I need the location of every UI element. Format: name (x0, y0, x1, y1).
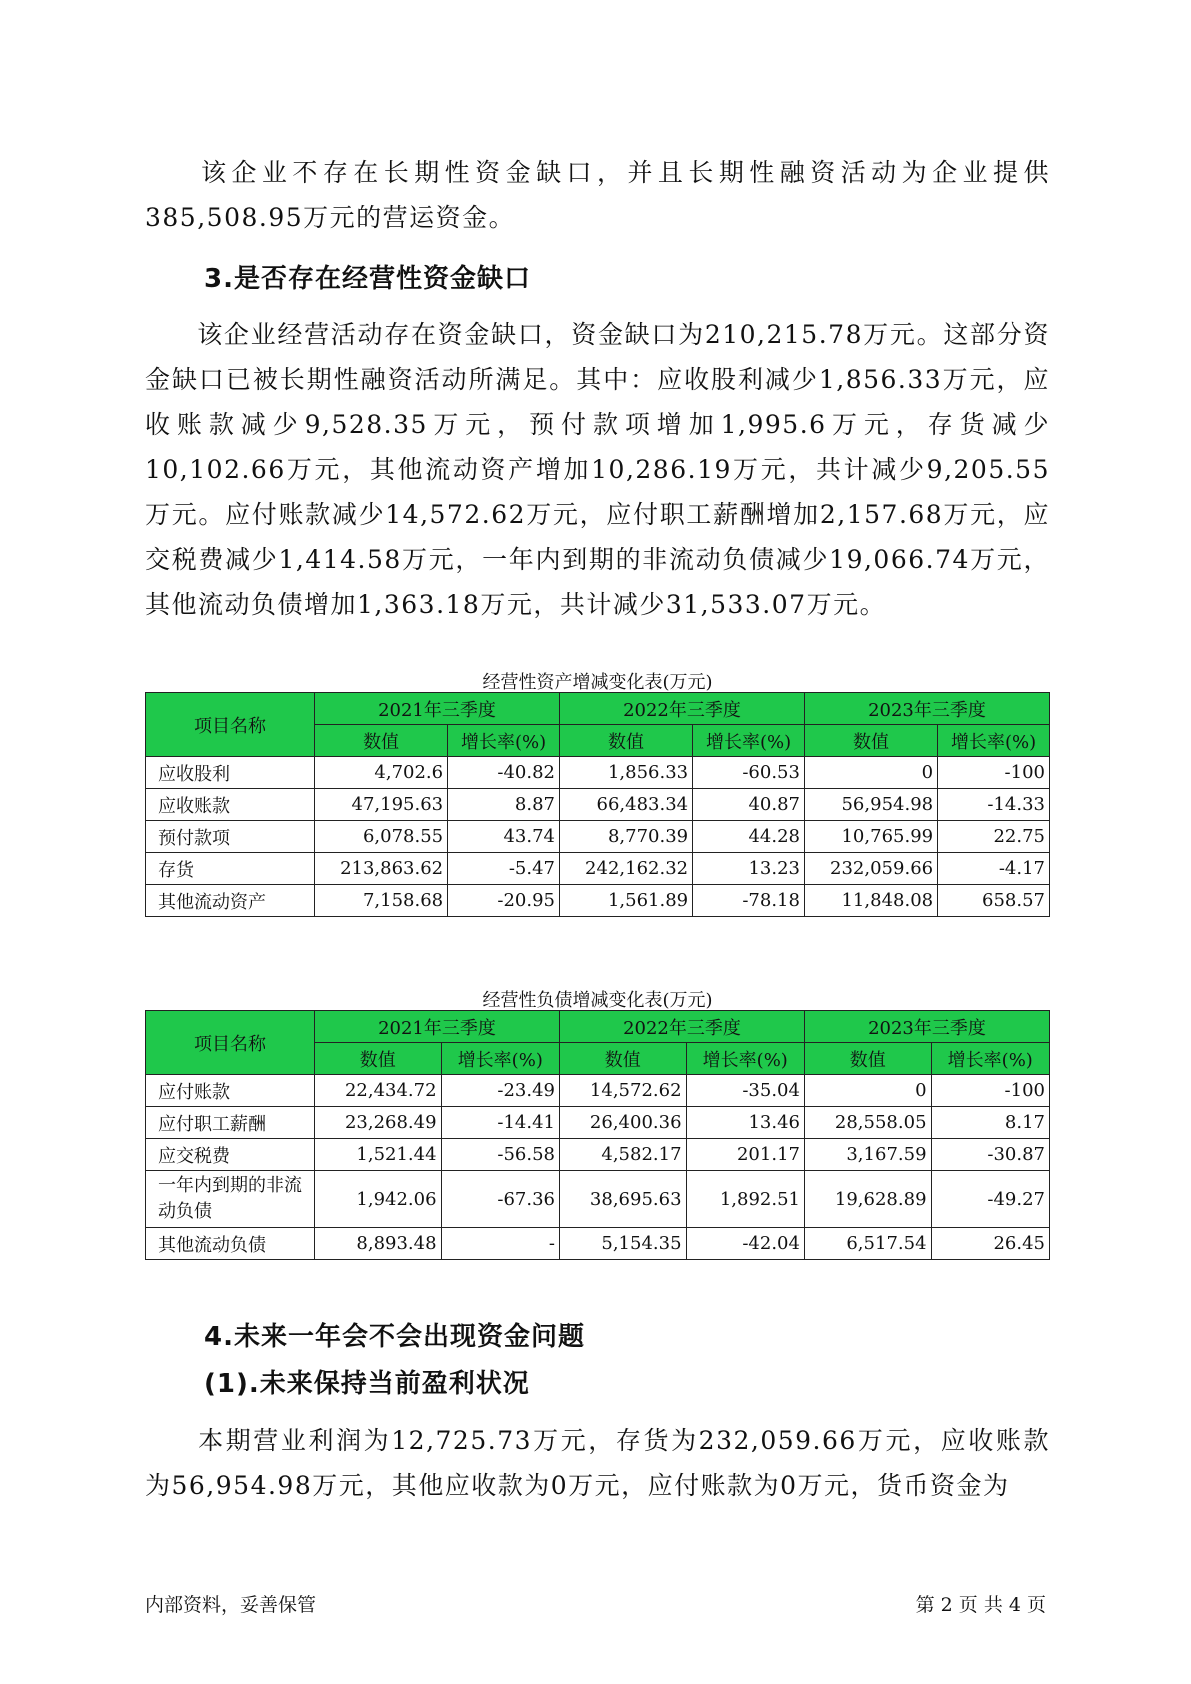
cell-growth: 43.74 (448, 821, 560, 853)
cell-growth: 22.75 (938, 821, 1050, 853)
cell-value: 8,893.48 (315, 1228, 442, 1260)
cell-value: 1,561.89 (559, 885, 692, 917)
cell-value: 28,558.05 (804, 1107, 931, 1139)
row-label: 存货 (146, 853, 315, 885)
cell-growth: -23.49 (441, 1075, 559, 1107)
cell-growth: 40.87 (693, 789, 805, 821)
cell-growth: -100 (938, 757, 1050, 789)
table-row (146, 757, 1050, 789)
table-row (146, 789, 1050, 821)
cell-growth: 8.87 (448, 789, 560, 821)
cell-value: 10,765.99 (804, 821, 937, 853)
cell-value: 3,167.59 (804, 1139, 931, 1171)
cell-growth: 26.45 (931, 1228, 1049, 1260)
row-label: 应收股利 (146, 757, 315, 789)
item-name-header: 项目名称 (146, 1011, 315, 1075)
growth-header: 增长率(%) (686, 1043, 804, 1075)
table-row (146, 1139, 1050, 1171)
cell-value: 0 (804, 1075, 931, 1107)
footer-page-number: 第 2 页 共 4 页 (915, 1594, 1046, 1616)
cell-growth: -67.36 (441, 1171, 559, 1228)
cell-growth: 658.57 (938, 885, 1050, 917)
liability-table-caption: 经营性负债增减变化表(万元) (482, 990, 713, 1011)
cell-value: 213,863.62 (315, 853, 448, 885)
table-row (146, 853, 1050, 885)
section-heading-3: 3.是否存在经营性资金缺口 (204, 264, 531, 294)
footer-confidential-note: 内部资料，妥善保管 (145, 1594, 317, 1616)
row-label: 应付职工薪酬 (146, 1107, 315, 1139)
cell-value: 26,400.36 (559, 1107, 686, 1139)
cell-growth: -100 (931, 1075, 1049, 1107)
cell-growth: -35.04 (686, 1075, 804, 1107)
cell-growth: -20.95 (448, 885, 560, 917)
paragraph-long-term-funding: 该企业不存在长期性资金缺口，并且长期性融资活动为企业提供385,508.95万元的营运资金。 (145, 158, 1050, 232)
cell-value: 38,695.63 (559, 1171, 686, 1228)
period-header-2021: 2021年三季度 (315, 693, 560, 725)
period-header-2023: 2023年三季度 (804, 1011, 1049, 1043)
value-header: 数值 (315, 725, 448, 757)
row-label: 应交税费 (146, 1139, 315, 1171)
cell-value: 1,521.44 (315, 1139, 442, 1171)
cell-value: 232,059.66 (804, 853, 937, 885)
cell-value: 5,154.35 (559, 1228, 686, 1260)
row-label: 其他流动负债 (146, 1228, 315, 1260)
cell-value: 1,856.33 (559, 757, 692, 789)
cell-value: 7,158.68 (315, 885, 448, 917)
cell-growth: 13.46 (686, 1107, 804, 1139)
growth-header: 增长率(%) (931, 1043, 1049, 1075)
row-label: 应收账款 (146, 789, 315, 821)
cell-growth: -56.58 (441, 1139, 559, 1171)
table-row (146, 821, 1050, 853)
subsection-heading-4-1: (1).未来保持当前盈利状况 (204, 1369, 530, 1399)
growth-header: 增长率(%) (938, 725, 1050, 757)
table-row (146, 1171, 1050, 1228)
paragraph-operating-gap: 该企业经营活动存在资金缺口，资金缺口为210,215.78万元。这部分资金缺口已被长期性融资活动所满足。其中：应收股利减少1,856.33万元，应收账款减少9,528.35万元，预付款项增加1,995.6万元，存货减少10,102.66万元，其他流动资产增加10,286.19万元，共计减少9,205.55万元。应付账款减少14,572.62万元，应付职工薪酬增加2,157.68万元，应交税费减少1,414.58万元，一年内到期的非流动负债减少19,066.74万元，其他流动负债增加1,363.18万元，共计减少31,533.07万元。 (145, 320, 1050, 619)
cell-value: 0 (804, 757, 937, 789)
value-header: 数值 (559, 1043, 686, 1075)
cell-value: 56,954.98 (804, 789, 937, 821)
growth-header: 增长率(%) (693, 725, 805, 757)
cell-value: 6,078.55 (315, 821, 448, 853)
value-header: 数值 (804, 1043, 931, 1075)
cell-growth: -5.47 (448, 853, 560, 885)
cell-growth: 1,892.51 (686, 1171, 804, 1228)
value-header: 数值 (315, 1043, 442, 1075)
liability-change-table (145, 1010, 1050, 1260)
period-header-2022: 2022年三季度 (559, 693, 804, 725)
value-header: 数值 (804, 725, 937, 757)
asset-table-caption: 经营性资产增减变化表(万元) (482, 672, 713, 693)
cell-growth: -42.04 (686, 1228, 804, 1260)
item-name-header: 项目名称 (146, 693, 315, 757)
row-label: 其他流动资产 (146, 885, 315, 917)
cell-growth: - (441, 1228, 559, 1260)
cell-growth: 13.23 (693, 853, 805, 885)
growth-header: 增长率(%) (441, 1043, 559, 1075)
row-label: 应付账款 (146, 1075, 315, 1107)
cell-growth: -4.17 (938, 853, 1050, 885)
cell-value: 8,770.39 (559, 821, 692, 853)
table-row (146, 1075, 1050, 1107)
cell-growth: 201.17 (686, 1139, 804, 1171)
cell-growth: -60.53 (693, 757, 805, 789)
cell-growth: -49.27 (931, 1171, 1049, 1228)
section-heading-4: 4.未来一年会不会出现资金问题 (204, 1322, 585, 1352)
period-header-2021: 2021年三季度 (315, 1011, 560, 1043)
cell-growth: -14.33 (938, 789, 1050, 821)
period-header-2023: 2023年三季度 (804, 693, 1049, 725)
cell-value: 1,942.06 (315, 1171, 442, 1228)
table-row (146, 1107, 1050, 1139)
table-row (146, 885, 1050, 917)
asset-change-table (145, 692, 1050, 917)
cell-growth: 8.17 (931, 1107, 1049, 1139)
cell-value: 14,572.62 (559, 1075, 686, 1107)
cell-growth: -40.82 (448, 757, 560, 789)
cell-value: 4,582.17 (559, 1139, 686, 1171)
row-label: 预付款项 (146, 821, 315, 853)
cell-growth: -30.87 (931, 1139, 1049, 1171)
cell-value: 242,162.32 (559, 853, 692, 885)
cell-value: 23,268.49 (315, 1107, 442, 1139)
cell-value: 19,628.89 (804, 1171, 931, 1228)
cell-value: 11,848.08 (804, 885, 937, 917)
cell-growth: 44.28 (693, 821, 805, 853)
row-label: 一年内到期的非流动负债 (146, 1171, 315, 1228)
paragraph-future-profit: 本期营业利润为12,725.73万元，存货为232,059.66万元，应收账款为56,954.98万元，其他应收款为0万元，应付账款为0万元，货币资金为 (145, 1426, 1050, 1500)
growth-header: 增长率(%) (448, 725, 560, 757)
value-header: 数值 (559, 725, 692, 757)
cell-value: 47,195.63 (315, 789, 448, 821)
table-row (146, 1228, 1050, 1260)
period-header-2022: 2022年三季度 (559, 1011, 804, 1043)
cell-value: 66,483.34 (559, 789, 692, 821)
cell-growth: -78.18 (693, 885, 805, 917)
cell-value: 4,702.6 (315, 757, 448, 789)
cell-value: 22,434.72 (315, 1075, 442, 1107)
cell-value: 6,517.54 (804, 1228, 931, 1260)
cell-growth: -14.41 (441, 1107, 559, 1139)
